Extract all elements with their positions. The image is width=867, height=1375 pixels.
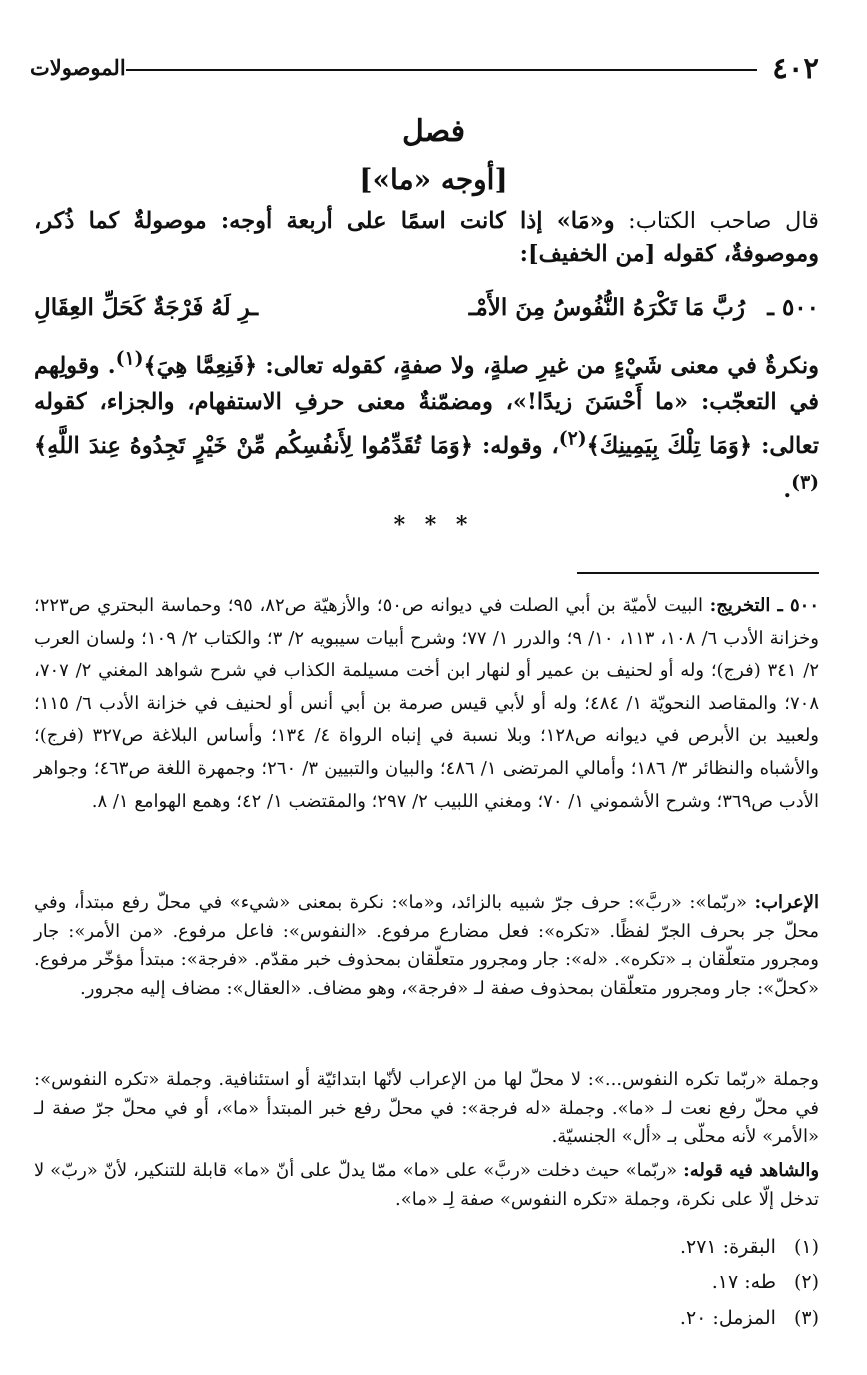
- section-separator: * * *: [393, 512, 474, 538]
- intro-paragraph: [34, 205, 819, 271]
- page-number: ٤٠٢: [772, 51, 819, 85]
- irab-label: الإعراب:: [754, 892, 819, 913]
- footnote-3-text: المزمل: ٢٠.: [679, 1307, 776, 1329]
- page-header: [30, 48, 819, 88]
- main-text-end: .: [783, 477, 792, 503]
- footnote-rule: [577, 572, 819, 574]
- takhrij-text: البيت لأميّة بن أبي الصلت في ديوانه ص٥٠؛ والأزهيّة ص٨٢، ٩٥؛ وحماسة البحتري ص٢٢٣؛ وخزانة الأدب ٦/ ١٠٨، ١١٣، ١٠/ ٩؛ والدرر ١/ ٧٧؛ وشرح أبيات سيبويه ٢/ ٣؛ والكتاب ٢/ ١٠٩؛ ولسان العرب ٢/ ٣٤١ (فرج)؛ وله أو لحنيف بن عمير أو لنهار ابن أخت مسيلمة الكذاب في شرح شواهد المغني ٢/ ٧٠٧، ٧٠٨؛ والمقاصد النحويّة ١/ ٤٨٤؛ وله أو لأبي قيس صرمة بن أبي أنس أو لحنيف في خزانة الأدب ٦/ ١١٥؛ ولعبيد بن الأبرص في ديوانه ص١٢٨؛ وبلا نسبة في إنباه الرواة ٤/ ١٣٤؛ وأساس البلاغة ص٣٢٧ (فرج)؛ والأشباه والنظائر ٣/ ١٨٦؛ وأمالي المرتضى ١/ ٤٨٦؛ والبيان والتبيين ٣/ ٢٦٠؛ وجمهرة اللغة ص٤٦٣؛ وجواهر الأدب ص٣٦٩؛ وشرح الأشموني ١/ ٧٠؛ ومغني اللبيب ٢/ ٢٩٧؛ والمقتضب ١/ ٤٢؛ وهمع الهوامع ١/ ٨.: [34, 595, 820, 812]
- poetry-verse: [34, 290, 819, 332]
- main-text-c: ، وقوله: ﴿وَمَا تُقَدِّمُوا لِأَنفُسِكُم مِّنْ خَيْرٍ تَجِدُوهُ عِندَ اللَّهِ﴾: [34, 433, 559, 459]
- shahid-label: والشاهد فيه قوله:: [683, 1160, 820, 1181]
- footnote-1: [680, 1232, 819, 1262]
- verse-number: ٥٠٠ ـ: [767, 294, 819, 321]
- note-irab: [34, 889, 819, 1003]
- footnote-2: [712, 1267, 819, 1297]
- running-head: الموصولات: [30, 55, 126, 80]
- main-text-b: . وقولِهم في التعجّب: «ما أَحْسَنَ زيدًا!»، ومضمّنةٌ معنى حرفِ الاستفهام، والجزاء، كقوله تعالى: ﴿وَمَا تِلْكَ بِيَمِينِكَ﴾: [34, 352, 819, 459]
- intro-bold-text: و«مَا» إذا كانت اسمًا على أربعة أوجه: موصولةٌ كما ذُكر، وموصوفةٌ، كقوله [من الخفيف]:: [34, 208, 819, 267]
- main-text-a: ونكرةٌ في معنى شَيْءٍ من غيرِ صلةٍ، ولا صفةٍ، كقوله تعالى: ﴿فَنِعِمَّا هِيَ﴾: [143, 352, 819, 379]
- intro-text: قال صاحب الكتاب:: [614, 208, 819, 234]
- chapter-title: فصل: [401, 114, 466, 149]
- irab-text: «ربّما»: «ربَّ»: حرف جرّ شبيه بالزائد، و«ما»: نكرة بمعنى «شيء» في محلّ رفع مبتدأ، وفي محلّ جر بحرف الجرّ لفظًا. «تكره»: فعل مضارع مرفوع. «النفوس»: فاعل مرفوع. «من الأمر»: جار ومجرور متعلّقان بـ «تكره». «له»: جار ومجرور متعلّقان بمحذوف خبر مقدّم. «فرجة»: مبتدأ مؤخّر مرفوع. «كحلّ»: جار ومجرور متعلّقان بمحذوف صفة لـ «فرجة»، وهو مضاف. «العقال»: مضاف إليه مجرور.: [34, 892, 819, 999]
- section-title: [أوجه «ما»]: [359, 163, 508, 196]
- footnote-1-number: (١): [793, 1236, 819, 1258]
- note-jumla: [34, 1066, 819, 1152]
- jumla-text: وجملة «ربّما تكره النفوس...»: لا محلّ لها من الإعراب لأنّها ابتدائيّة أو استئنافية. وجملة «تكره النفوس»: في محلّ رفع نعت لـ «ما». وجملة «له فرجة»: في محلّ رفع خبر المبتدأ «ما»، أو في محلّ جرّ صفة لـ «الأمر» لأنه محلّى بـ «أل» الجنسيّة.: [34, 1069, 819, 1147]
- takhrij-label: ٥٠٠ ـ التخريج:: [709, 595, 819, 616]
- footnote-2-number: (٢): [793, 1271, 819, 1293]
- footnote-ref-3[interactable]: (٣): [791, 471, 819, 494]
- shahid-text: «ربّما» حيث دخلت «ربَّ» على «ما» ممّا يدلّ على أنّ «ما» قابلة للتنكير، لأنّ «ربّ» لا تدخل إلّا على نكرة، وجملة «تكره النفوس» صفة لِـ «ما».: [34, 1160, 819, 1210]
- footnote-1-text: البقرة: ٢٧١.: [679, 1236, 776, 1258]
- footnote-3-number: (٣): [793, 1307, 819, 1329]
- verse-hemistich-first: رُبَّ مَا تَكْرَهُ النُّفُوسُ مِنَ الأَمْـ: [468, 294, 745, 321]
- footnote-ref-1[interactable]: (١): [115, 347, 144, 369]
- header-rule: [126, 69, 757, 71]
- note-takhrij: [34, 590, 819, 818]
- note-shahid: [34, 1157, 819, 1214]
- footnote-3: [680, 1303, 819, 1333]
- main-paragraph: [34, 340, 819, 509]
- footnote-2-text: طه: ١٧.: [711, 1271, 776, 1293]
- verse-hemistich-second: ـرِ لَهُ فَرْجَةٌ كَحَلِّ العِقَالِ: [34, 294, 259, 321]
- footnote-ref-2[interactable]: (٢): [558, 427, 587, 450]
